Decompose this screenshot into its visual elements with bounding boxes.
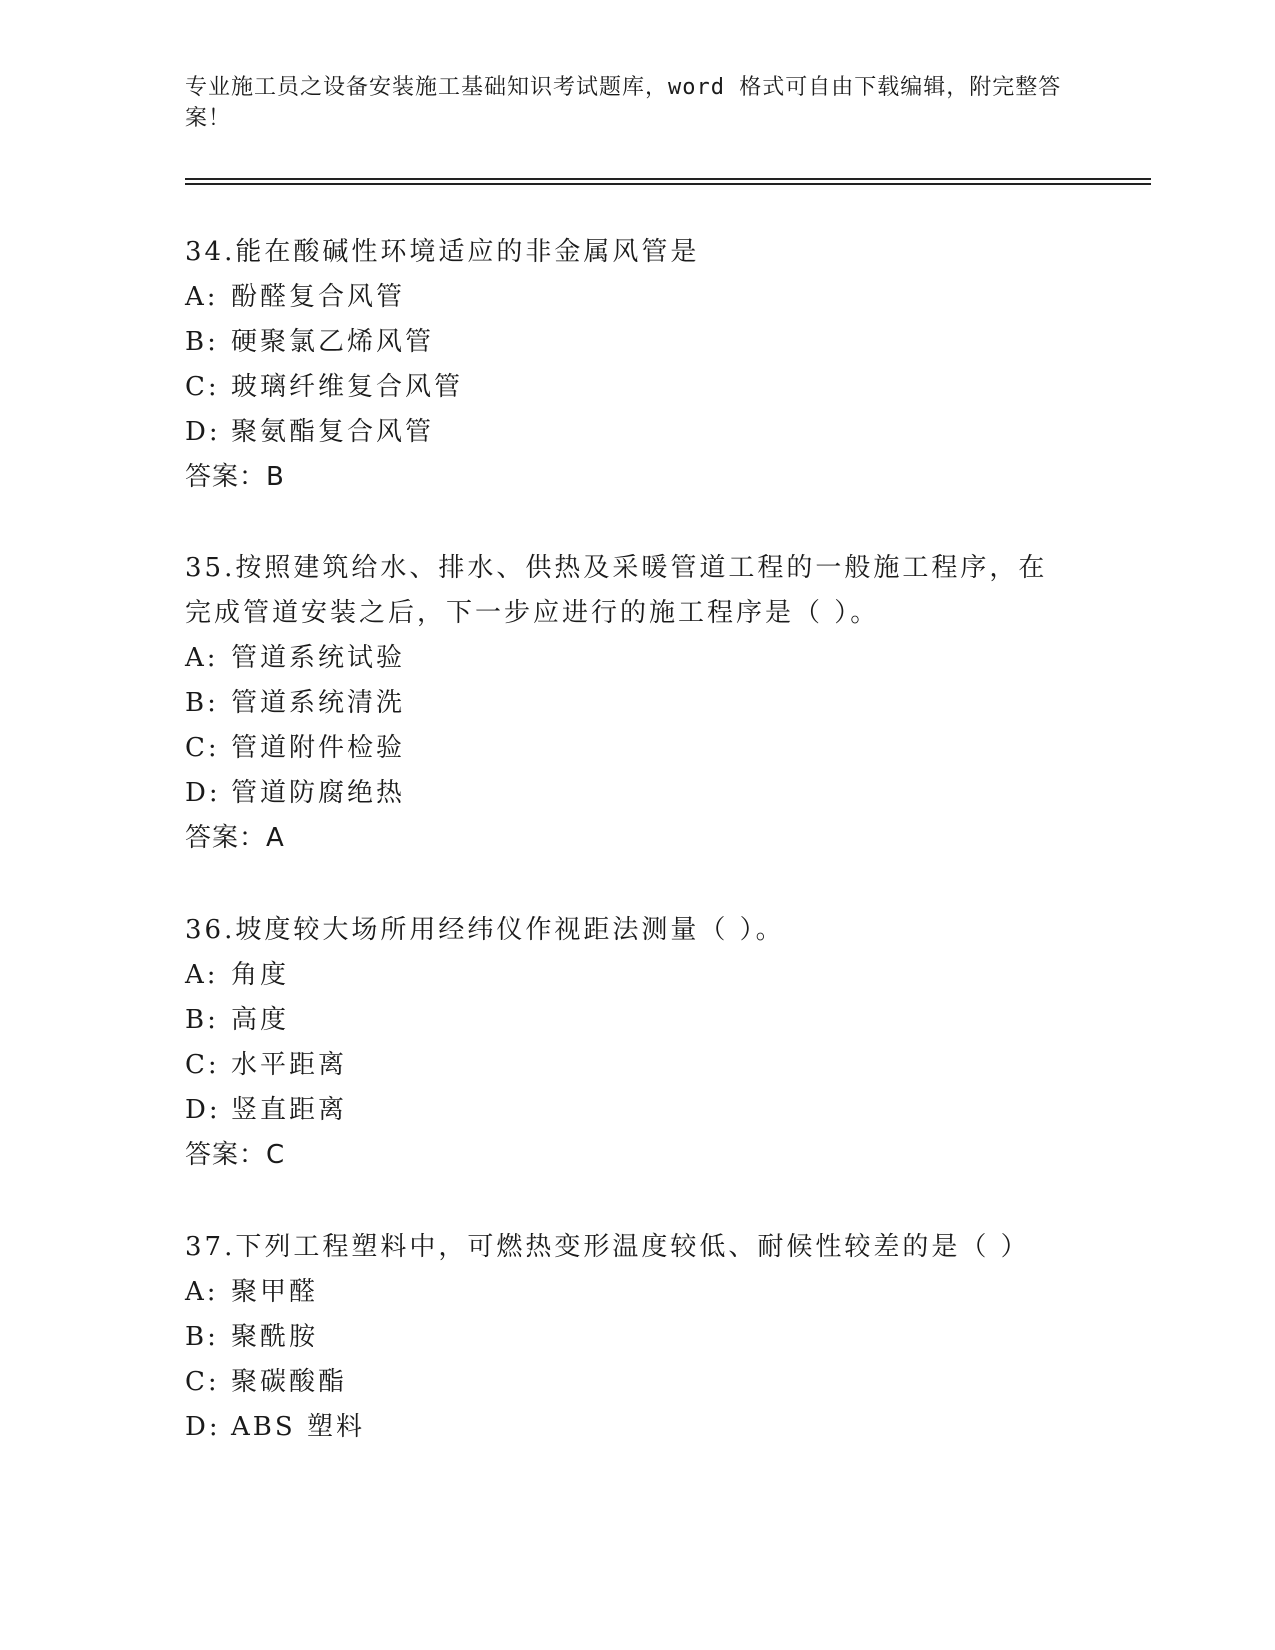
option-text: 竖直距离 [231, 1095, 348, 1125]
option-text: 聚碳酸酯 [231, 1367, 348, 1397]
question-stem: 34.能在酸碱性环境适应的非金属风管是 [185, 237, 700, 267]
header-divider-top [185, 178, 1151, 180]
document-header: 专业施工员之设备安装施工基础知识考试题库，word 格式可自由下载编辑，附完整答案！ [185, 75, 1062, 131]
option-b [185, 998, 1085, 1043]
option-text: 硬聚氯乙烯风管 [231, 327, 435, 357]
option-a [185, 636, 1065, 681]
option-text: 聚氨酯复合风管 [231, 417, 435, 447]
option-key: A: [185, 960, 219, 990]
option-text: 聚甲醛 [231, 1277, 319, 1307]
option-key: B: [185, 1005, 219, 1035]
option-key: C: [185, 372, 220, 402]
option-key: B: [185, 327, 219, 357]
option-key: D: [185, 1095, 221, 1125]
option-text: 酚醛复合风管 [231, 282, 406, 312]
question-34 [185, 230, 1085, 500]
option-key: B: [185, 688, 219, 718]
option-text: 管道附件检验 [231, 733, 406, 763]
option-key: D: [185, 417, 221, 447]
question-stem: 35.按照建筑给水、排水、供热及采暖管道工程的一般施工程序，在完成管道安装之后，下一步应进行的施工程序是（ ）。 [185, 553, 1048, 628]
option-b [185, 1315, 1085, 1360]
option-b [185, 681, 1065, 726]
question-35 [185, 546, 1065, 861]
option-key: B: [185, 1322, 219, 1352]
option-text: 高度 [231, 1005, 290, 1035]
option-d [185, 410, 1085, 455]
option-d [185, 1088, 1085, 1133]
option-a [185, 1270, 1085, 1315]
option-text: 聚酰胺 [231, 1322, 319, 1352]
question-stem: 36.坡度较大场所用经纬仪作视距法测量（ ）。 [185, 915, 785, 945]
option-c [185, 726, 1065, 771]
option-d [185, 771, 1065, 816]
option-key: A: [185, 282, 219, 312]
header-divider-bottom [185, 183, 1151, 185]
question-37 [185, 1225, 1085, 1450]
option-text: 管道防腐绝热 [231, 778, 406, 808]
option-c [185, 1360, 1085, 1405]
option-text: 角度 [231, 960, 290, 990]
option-key: D: [185, 778, 221, 808]
option-text: 水平距离 [231, 1050, 348, 1080]
option-key: D: [185, 1412, 221, 1442]
option-d [185, 1405, 1085, 1450]
option-a [185, 275, 1085, 320]
option-c [185, 1043, 1085, 1088]
question-36 [185, 908, 1085, 1178]
option-c [185, 365, 1085, 410]
option-text: ABS 塑料 [231, 1412, 365, 1442]
answer: 答案：C [185, 1140, 286, 1170]
option-a [185, 953, 1085, 998]
option-key: A: [185, 643, 219, 673]
option-text: 管道系统清洗 [231, 688, 406, 718]
question-stem: 37.下列工程塑料中，可燃热变形温度较低、耐候性较差的是（ ） [185, 1232, 1030, 1262]
option-text: 玻璃纤维复合风管 [231, 372, 464, 402]
option-text: 管道系统试验 [231, 643, 406, 673]
answer: 答案：A [185, 823, 285, 853]
option-key: C: [185, 1050, 220, 1080]
option-key: A: [185, 1277, 219, 1307]
option-b [185, 320, 1085, 365]
option-key: C: [185, 1367, 220, 1397]
answer: 答案：B [185, 462, 285, 492]
option-key: C: [185, 733, 220, 763]
